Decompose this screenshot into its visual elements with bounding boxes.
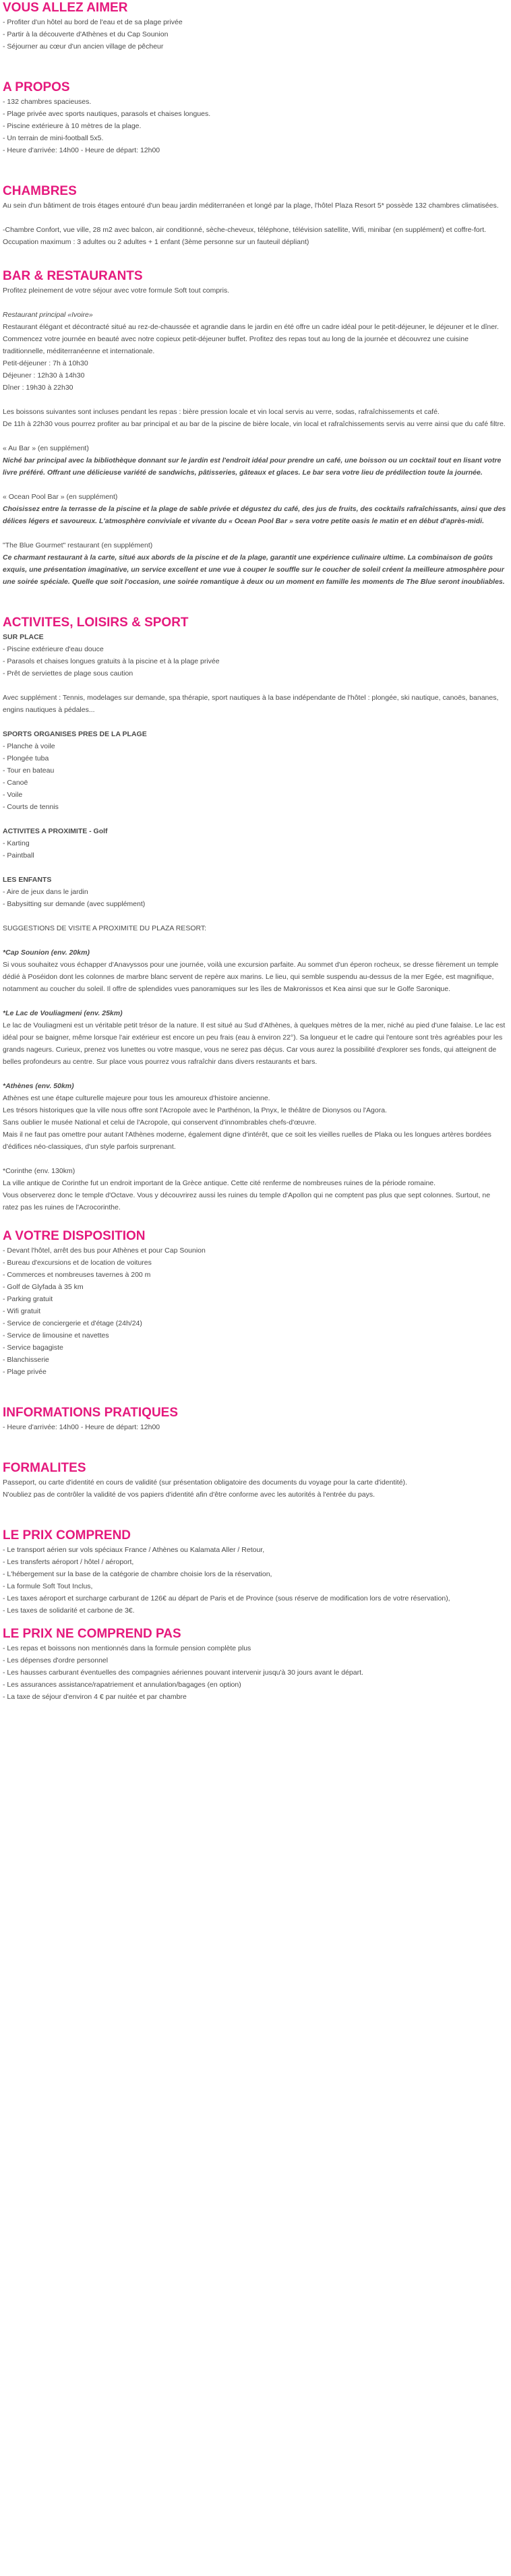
text-line: - Devant l'hôtel, arrêt des bus pour Athènes et pour Cap Sounion <box>3 1247 206 1255</box>
text-line <box>3 813 507 825</box>
text-line: *Corinthe (env. 130km) <box>3 1167 76 1175</box>
text-line: - Parasols et chaises longues gratuits à la piscine et à la plage privée <box>3 657 220 665</box>
section-disposition <box>3 1228 507 1378</box>
section-chambres <box>3 183 507 248</box>
section-title-restaurants: BAR & RESTAURANTS <box>3 269 143 283</box>
text-line: - Prêt de serviettes de plage sous caution <box>3 669 133 678</box>
text-line: - 132 chambres spacieuses. <box>3 98 92 106</box>
section-title-pratiques: INFORMATIONS PRATIQUES <box>3 1406 179 1420</box>
text-line: Mais il ne faut pas omettre pour autant l'Athènes moderne, également digne d'intérêt, que ce soit les vieilles ruelles de Plaka ou les longues artères bordées d'édifices néo-classiques, d'un style parfois surprenant. <box>3 1131 493 1151</box>
text-line <box>3 862 507 874</box>
section-title-activites: ACTIVITES, LOISIRS & SPORT <box>3 616 189 630</box>
text-line: - Les hausses carburant éventuelles des compagnies aériennes pouvant intervenir jusqu'à 30 jours avant le départ. <box>3 1669 363 1677</box>
text-line: SPORTS ORGANISES PRES DE LA PLAGE <box>3 730 147 738</box>
text-line <box>3 680 507 692</box>
section-apropos <box>3 80 507 156</box>
text-line: - Les taxes aéroport et surcharge carburant de 126€ au départ de Paris et de Province (sous réserve de modification lors de votre réservation), <box>3 1594 450 1602</box>
section-necomprend <box>3 1626 507 1703</box>
section-title-formalites: FORMALITES <box>3 1461 86 1475</box>
section-title-comprend: LE PRIX COMPREND <box>3 1528 131 1542</box>
text-line <box>3 934 507 947</box>
text-line: Profitez pleinement de votre séjour avec votre formule Soft tout compris. <box>3 287 230 295</box>
text-line: LES ENFANTS <box>3 876 52 884</box>
text-line: Déjeuner : 12h30 à 14h30 <box>3 371 85 380</box>
text-line: - Blanchisserie <box>3 1356 49 1364</box>
text-line: "The Blue Gourmet" restaurant (en supplément) <box>3 541 153 549</box>
text-line: Au sein d'un bâtiment de trois étages entouré d'un beau jardin méditerranéen et longé par la plage, l'hôtel Plaza Resort 5* possède 132 chambres climatisées. <box>3 202 499 210</box>
text-line: Choisissez entre la terrasse de la piscine et la plage de sable privée et dégustez du café, des jus de fruits, des cocktails rafraîchissants, ainsi que des délices légers et savoureux. L'atmosphère conviviale et vivante du « Ocean Pool Bar » sera votre petite oasis le matin et en début d'après-midi. <box>3 505 508 525</box>
text-line: - Service de conciergerie et d'étage (24h/24) <box>3 1319 142 1327</box>
section-title-necomprend: LE PRIX NE COMPREND PAS <box>3 1627 181 1641</box>
section-restaurants <box>3 268 507 588</box>
section-formalites <box>3 1460 507 1501</box>
text-line: - Karting <box>3 839 30 847</box>
text-line <box>3 995 507 1007</box>
text-line: Ce charmant restaurant à la carte, situé aux abords de la piscine et de la plage, garantit une expérience culinaire ultime. La combinaison de goûts exquis, une présentation imaginative, un service excellent et une vue à couper le souffle sur le coucher de soleil créent la meilleure atmosphère pour une soirée spéciale. Quelle que soit l'occasion, une soirée romantique à deux ou un moment en famille les moments de The Blue seront inoubliables. <box>3 553 506 586</box>
text-line: - Babysitting sur demande (avec supplément) <box>3 900 146 908</box>
text-line: - Heure d'arrivée: 14h00 - Heure de départ: 12h00 <box>3 146 160 154</box>
text-line <box>3 716 507 728</box>
text-line: *Le Lac de Vouliagmeni (env. 25km) <box>3 1009 123 1017</box>
text-line: Les trésors historiques que la ville nous offre sont l'Acropole avec le Parthénon, la Pnyx, le théâtre de Dionysos ou l'Agora. <box>3 1106 387 1114</box>
text-line: Athènes est une étape culturelle majeure pour tous les amoureux d'histoire ancienne. <box>3 1094 270 1102</box>
text-line <box>3 212 507 224</box>
text-line: - Tour en bateau <box>3 767 55 775</box>
text-line: Niché bar principal avec la bibliothèque donnant sur le jardin est l'endroit idéal pour prendre un café, une boisson ou un cocktail tout en lisant votre livre préféré. Offrant une délicieuse variété de sandwichs, pâtisseries, gâteaux et glaces. Le bar sera votre lieu de prédilection toute la journée. <box>3 456 504 477</box>
text-line <box>3 394 507 406</box>
text-line: Petit-déjeuner : 7h à 10h30 <box>3 359 88 367</box>
text-line: - Commerces et nombreuses tavernes à 200 m <box>3 1271 151 1279</box>
text-line <box>3 1068 507 1080</box>
text-line: *Athènes (env. 50km) <box>3 1082 74 1090</box>
text-line: N'oubliez pas de contrôler la validité de vos papiers d'identité afin d'être conforme avec les autorités à l'entrée du pays. <box>3 1491 375 1499</box>
text-line: - Planche à voile <box>3 742 55 750</box>
text-line: - La taxe de séjour d'environ 4 € par nuitée et par chambre <box>3 1693 187 1701</box>
text-line: - Canoë <box>3 779 28 787</box>
text-line: - La formule Soft Tout Inclus, <box>3 1582 93 1590</box>
text-line: - Plage privée <box>3 1368 47 1376</box>
text-line: Vous observerez donc le temple d'Octave. Vous y découvrirez aussi les ruines du temple d'Apollon qui ne comptent pas plus que sept colonnes. Surtout, ne ratez pas les ruines de l'Acrocorinthe. <box>3 1191 493 1211</box>
text-line: - Le transport aérien sur vols spéciaux France / Athènes ou Kalamata Aller / Retour, <box>3 1546 265 1554</box>
text-line: - Service de limousine et navettes <box>3 1331 109 1340</box>
section-aimer <box>3 0 507 53</box>
text-line: *Cap Sounion (env. 20km) <box>3 949 90 957</box>
text-line: « Au Bar » (en supplément) <box>3 444 89 452</box>
text-line <box>3 479 507 491</box>
section-activites <box>3 615 507 1214</box>
text-line: Les boissons suivantes sont incluses pendant les repas : bière pression locale et vin local servis au verre, sodas, rafraîchissements et café. <box>3 408 440 416</box>
section-title-apropos: A PROPOS <box>3 80 70 94</box>
text-line: - Voile <box>3 791 23 799</box>
text-line: Si vous souhaitez vous échapper d'Anavyssos pour une journée, voilà une excursion parfaite. Au sommet d'un éperon rocheux, se dresse fièrement un temple dédié à Poséidon dont les colonnes de marbre blanc servent de repère aux marins. Le lieu, qui semble suspendu au-dessus de la mer Egée, est magnifique, notamment au coucher du soleil. Il offre de splendides vues panoramiques sur les îles de Makronissos et Kea ainsi que sur le Golfe Saronique. <box>3 961 501 993</box>
section-pratiques <box>3 1405 507 1433</box>
text-line: - Les repas et boissons non mentionnés dans la formule pension complète plus <box>3 1644 251 1652</box>
text-line: -Chambre Confort, vue ville, 28 m2 avec balcon, air conditionné, sèche-cheveux, téléphone, télévision satellite, Wifi, minibar (en supplément) et coffre-fort. <box>3 226 487 234</box>
text-line: - Les transferts aéroport / hôtel / aéroport, <box>3 1558 134 1566</box>
text-line: - Golf de Glyfada à 35 km <box>3 1283 84 1291</box>
text-line: De 11h à 22h30 vous pourrez profiter au bar principal et au bar de la piscine de bière locale, vin local et rafraîchissements servis au verre ainsi que du café filtre. <box>3 420 506 428</box>
text-line: - Profiter d'un hôtel au bord de l'eau et de sa plage privée <box>3 18 183 26</box>
text-line <box>3 430 507 442</box>
text-line: Dîner : 19h30 à 22h30 <box>3 384 73 392</box>
text-line <box>3 527 507 539</box>
text-line: ACTIVITES A PROXIMITE - Golf <box>3 827 108 835</box>
text-line: - Un terrain de mini-football 5x5. <box>3 134 104 142</box>
text-line: - Bureau d'excursions et de location de voitures <box>3 1259 152 1267</box>
text-line <box>3 297 507 309</box>
text-line: Restaurant élégant et décontracté situé au rez-de-chaussée et agrandie dans le jardin en été offre un cadre idéal pour le petit-déjeuner, le déjeuner et le dîner. Commencez votre journée en beauté avec notre copieux petit-déjeuner buffet. Profitez des repas tout au long de la journée et découvrez une cuisine traditionnelle, méditerranéenne et internationale. <box>3 323 501 355</box>
text-line: - Plage privée avec sports nautiques, parasols et chaises longues. <box>3 110 211 118</box>
section-title-aimer: VOUS ALLEZ AIMER <box>3 1 128 15</box>
section-title-chambres: CHAMBRES <box>3 184 77 198</box>
text-line <box>3 1153 507 1165</box>
text-line: - Plongée tuba <box>3 754 49 762</box>
text-line: - Wifi gratuit <box>3 1307 41 1315</box>
text-line: Avec supplément : Tennis, modelages sur demande, spa thérapie, sport nautiques à la base indépendante de l'hôtel : plongée, ski nautique, canoës, bananes, engins nautiques à pédales... <box>3 694 501 714</box>
text-line: - L'hébergement sur la base de la catégorie de chambre choisie lors de la réservation, <box>3 1570 272 1578</box>
text-line: SUR PLACE <box>3 633 44 641</box>
text-line: SUGGESTIONS DE VISITE A PROXIMITE DU PLAZA RESORT: <box>3 924 207 932</box>
text-line: - Service bagagiste <box>3 1344 63 1352</box>
text-line: - Courts de tennis <box>3 803 59 811</box>
text-line: - Aire de jeux dans le jardin <box>3 888 88 896</box>
text-line: La ville antique de Corinthe fut un endroit important de la Grèce antique. Cette cité renferme de nombreuses ruines de la période romaine. <box>3 1179 436 1187</box>
text-line: - Partir à la découverte d'Athènes et du Cap Sounion <box>3 30 169 38</box>
text-line: - Les dépenses d'ordre personnel <box>3 1656 109 1665</box>
text-line: - Les assurances assistance/rapatriement et annulation/bagages (en option) <box>3 1681 241 1689</box>
text-line: - Piscine extérieure d'eau douce <box>3 645 104 653</box>
text-line: Passeport, ou carte d'identité en cours de validité (sur présentation obligatoire des documents du voyage pour la carte d'identité). <box>3 1478 407 1487</box>
section-title-disposition: A VOTRE DISPOSITION <box>3 1229 146 1243</box>
text-line: Occupation maximum : 3 adultes ou 2 adultes + 1 enfant (3ème personne sur un fauteuil dépliant) <box>3 238 309 246</box>
text-line: - Heure d'arrivée: 14h00 - Heure de départ: 12h00 <box>3 1423 160 1431</box>
text-line: - Paintball <box>3 851 34 860</box>
text-line <box>3 910 507 922</box>
text-line: Le lac de Vouliagmeni est un véritable petit trésor de la nature. Il est situé au Sud d'Athènes, à quelques mètres de la mer, niché au pied d'une falaise. Le lac est idéal pour se baigner, même lorsque l'air extérieur est encore un peu frais (eau à environ 22°). Sa longueur et le cadre qui l'entoure sont très agréables pour les grands nageurs. Curieux, prenez vos lunettes ou votre masque, vous ne serez pas déçus. Car vous aurez la possibilité d'explorer ses fonds, qui atteignent de belles profondeurs au centre. Sur place vous pourrez vous rafraîchir dans divers restaurants et bars. <box>3 1021 508 1066</box>
text-line: Restaurant principal «Ivoire» <box>3 311 93 319</box>
text-line: - Piscine extérieure à 10 mètres de la plage. <box>3 122 142 130</box>
text-line: « Ocean Pool Bar » (en supplément) <box>3 493 118 501</box>
text-line: - Parking gratuit <box>3 1295 53 1303</box>
text-line: Sans oublier le musée National et celui de l'Acropole, qui conservent d'innombrables chefs-d'œuvre. <box>3 1118 317 1127</box>
text-line: - Séjourner au cœur d'un ancien village de pêcheur <box>3 42 164 51</box>
section-comprend <box>3 1528 507 1617</box>
text-line: - Les taxes de solidarité et carbone de 3€. <box>3 1607 135 1615</box>
